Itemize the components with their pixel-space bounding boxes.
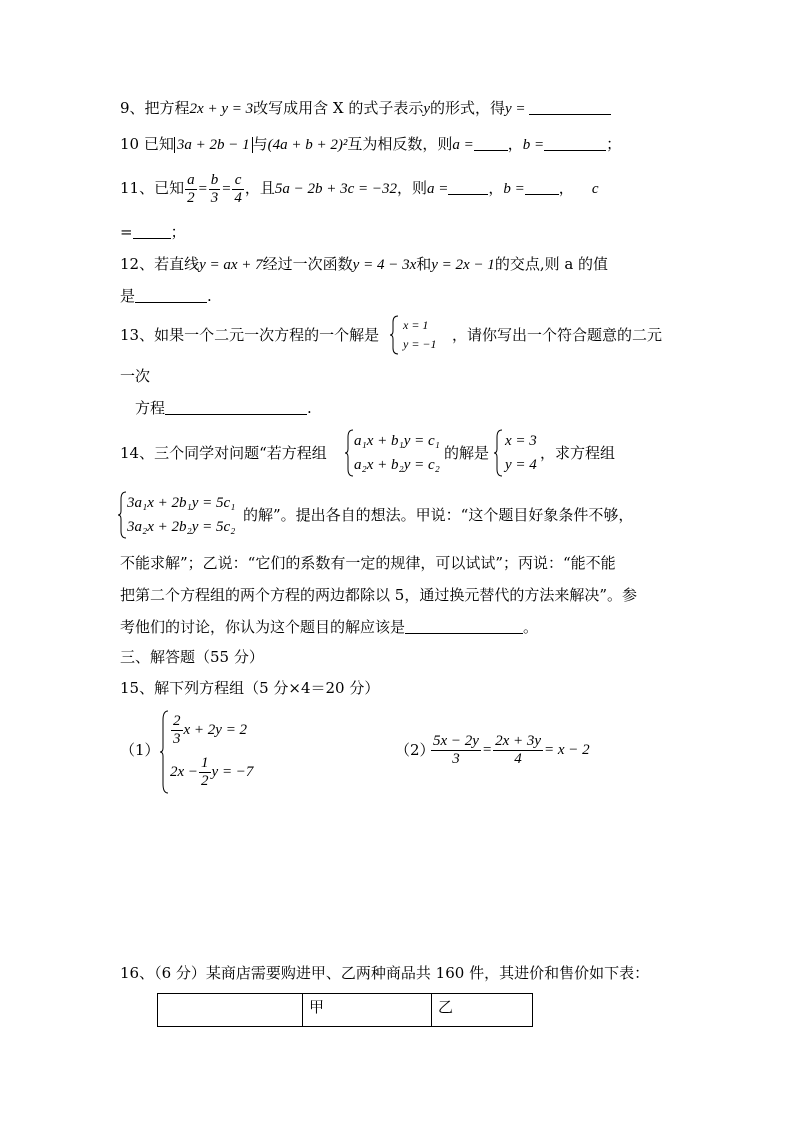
q10-b-label: b = — [522, 137, 545, 153]
q13-sol-y: y = −1 — [403, 337, 437, 351]
q9-answer-label: y = — [505, 101, 530, 117]
q9-text-suffix: 的形式，得 — [430, 99, 506, 117]
q11-b-label: b = — [503, 181, 525, 197]
question-15-title: 15、解下列方程组（5 分×4＝20 分） — [120, 679, 380, 697]
q13-answer-blank[interactable] — [165, 400, 307, 415]
q9-text-mid: 改写成用含 X 的式子表示 — [253, 99, 424, 117]
q11-frac-a: $\frac{a}{2}$ — [187, 171, 195, 206]
table-row — [158, 994, 533, 1027]
q10-abs-expr: 3a + 2b − 1 — [174, 137, 253, 153]
q9-var: y — [423, 101, 430, 117]
q11-end: ； — [170, 223, 186, 241]
question-9 — [120, 98, 611, 119]
q11-equation: 5a − 2b + 3c = −32 — [274, 181, 398, 197]
q13-sol-x: x = 1 — [403, 318, 429, 332]
q11-comma2: ， — [558, 179, 574, 197]
q14-line2: 的解”。提出各自的想法。甲说：“这个题目好象条件不够， — [243, 506, 634, 524]
q13-equation-label: 方程 — [135, 399, 166, 417]
q14-line3: 不能求解”；乙说：“它们的系数有一定的规律，可以试试”；丙说：“能不能 — [120, 554, 616, 572]
question-12-line2 — [120, 286, 212, 306]
q12-end: . — [207, 287, 212, 305]
q9-answer-blank[interactable] — [529, 100, 611, 115]
q11-a-blank[interactable] — [448, 180, 488, 195]
q14-line5 — [120, 617, 538, 637]
q10-text-mid2: 互为相反数，则 — [347, 135, 453, 153]
q10-square-expr: (4a + b + 2)² — [267, 137, 348, 153]
question-10 — [120, 134, 621, 155]
q13-line2: 一次 — [120, 367, 151, 385]
q14-text: 14、三个同学对问题“若方程组 — [120, 444, 327, 462]
q14-system2-eq2: 3a₂x + 2b₂y = 5c₂ — [127, 519, 236, 535]
question-11-line2 — [120, 222, 186, 242]
q16-price-table — [157, 993, 533, 1027]
q13-text: 13、如果一个二元一次方程的一个解是 — [120, 326, 380, 344]
q12-is: 是 — [120, 287, 136, 305]
q10-comma: ， — [507, 135, 523, 153]
q11-c-blank[interactable] — [133, 224, 171, 239]
q15-p1-frac2: $\frac{1}{2}$ — [201, 755, 209, 790]
q10-text-mid: 与 — [252, 135, 268, 153]
table-header-yi: 乙 — [432, 994, 533, 1027]
section-3-heading: 三、解答题（55 分） — [120, 648, 264, 666]
q12-text: 12、若直线 — [120, 255, 200, 273]
q12-line2: y = 4 − 3x — [352, 257, 417, 273]
q15-part1-label: （1） — [120, 741, 160, 759]
q14-sol-y: y = 4 — [505, 457, 537, 473]
q13-end: . — [307, 399, 312, 417]
q14-text-suffix: ，求方程组 — [540, 444, 616, 462]
q10-a-blank[interactable] — [474, 136, 508, 151]
q15-part1-eq1: $\frac{2}{3}$ x + 2y = 2 — [173, 713, 248, 748]
q13-line3 — [135, 398, 312, 418]
question-16-title: 16、（6 分）某商店需要购进甲、乙两种商品共 160 件，其进价和售价如下表： — [120, 964, 650, 982]
q15-part1-brace — [160, 710, 170, 794]
q14-brace2 — [494, 429, 504, 477]
q9-equation: 2x + y = 3 — [189, 101, 254, 117]
q10-b-blank[interactable] — [544, 136, 606, 151]
q15-part2-label: （2） — [395, 741, 435, 759]
q11-comma: ， — [488, 179, 504, 197]
question-13 — [120, 325, 379, 345]
q13-text-suffix: ，请你写出一个符合题意的二元 — [452, 326, 663, 344]
q13-brace — [390, 315, 400, 355]
q15-p2-frac2: $\frac{2x + 3y}{4}$ — [495, 733, 541, 768]
q12-text-suffix: 的交点,则 a 的值 — [494, 255, 609, 273]
q10-text: 10 已知 — [120, 135, 174, 153]
q12-text-mid: 经过一次函数 — [262, 255, 353, 273]
q12-answer-blank[interactable] — [135, 288, 207, 303]
q14-system1-eq2: a₂x + b₂y = c₂ — [354, 457, 440, 473]
question-12 — [120, 254, 608, 275]
q11-c-label: c — [591, 181, 599, 197]
q11-a-label: a = — [427, 181, 449, 197]
q12-and: 和 — [416, 255, 432, 273]
q11-text-cond: ，且 — [244, 179, 275, 197]
q14-system1-eq1: a₁x + b₁y = c₁ — [354, 433, 440, 449]
q11-b-blank[interactable] — [525, 180, 559, 195]
q12-line3: y = 2x − 1 — [431, 257, 495, 273]
q12-line1: y = ax + 7 — [199, 257, 263, 273]
q11-frac-b: $\frac{b}{3}$ — [210, 171, 219, 206]
question-11: 11、已知 $\frac{a}{2}$ = $\frac{b}{3}$ = $\frac{c}{4}$ ，且5a − 2b + 3c = −32，则a = ，b = ， c — [120, 171, 599, 206]
table-header-jia: 甲 — [303, 994, 432, 1027]
q15-p1-frac1: $\frac{2}{3}$ — [173, 713, 181, 748]
q11-c-eq: = — [120, 223, 133, 241]
q11-text: 11、已知 — [120, 179, 185, 197]
q15-part2-eq: $\frac{5x - 2y}{3}$ = $\frac{2x + 3y}{4}$ = x − 2 — [433, 733, 590, 768]
q14-end: 。 — [523, 618, 539, 636]
q14-line4: 把第二个方程组的两个方程的两边都除以 5，通过换元替代的方法来解决”。参 — [120, 586, 637, 604]
q9-text: 9、把方程 — [120, 99, 190, 117]
q11-text-then: ，则 — [397, 179, 428, 197]
q10-a-label: a = — [452, 137, 474, 153]
q15-part1-eq2: 2x − $\frac{1}{2}$ y = −7 — [170, 755, 254, 790]
q10-end: ； — [606, 135, 622, 153]
q14-text-mid: 的解是 — [444, 444, 490, 462]
table-header-empty — [158, 994, 303, 1027]
q11-frac-c: $\frac{c}{4}$ — [234, 171, 242, 206]
q14-answer-blank[interactable] — [405, 619, 523, 634]
q14-line5-text: 考他们的讨论，你认为这个题目的解应该是 — [120, 618, 406, 636]
q14-sol-x: x = 3 — [505, 433, 537, 449]
q15-p2-frac1: $\frac{5x - 2y}{3}$ — [433, 733, 479, 768]
q14-system2-eq1: 3a₁x + 2b₁y = 5c₁ — [127, 495, 236, 511]
